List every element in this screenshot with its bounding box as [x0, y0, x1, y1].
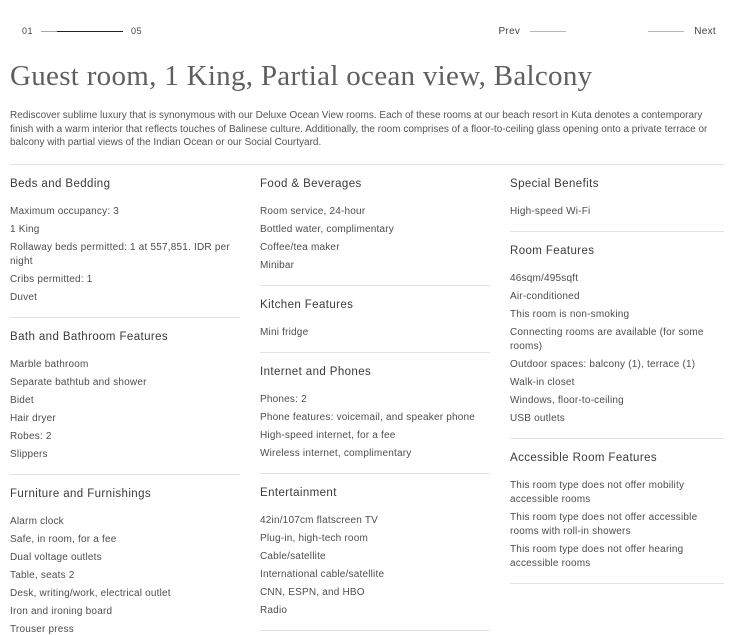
prev-label: Prev — [498, 25, 521, 37]
section-title: Kitchen Features — [260, 298, 354, 311]
feature-item: High-speed Wi-Fi — [510, 205, 591, 217]
section-title: Internet and Phones — [260, 365, 372, 378]
feature-item: Phones: 2 — [260, 393, 307, 405]
next-line-icon — [648, 31, 684, 32]
pagination-current: 01 — [22, 26, 34, 36]
feature-item: Table, seats 2 — [10, 569, 75, 581]
section-entertainment — [260, 474, 490, 631]
section-title: Bath and Bathroom Features — [10, 330, 169, 343]
section-title: Furniture and Furnishings — [10, 487, 152, 500]
feature-item: Radio — [260, 604, 288, 616]
feature-item: Bottled water, complimentary — [260, 223, 394, 235]
feature-item: 42in/107cm flatscreen TV — [260, 514, 379, 526]
carousel-topbar — [10, 24, 724, 38]
next-label: Next — [694, 25, 716, 37]
feature-item: Slippers — [10, 448, 48, 460]
feature-item: Safe, in room, for a fee — [10, 533, 117, 545]
feature-item: Rollaway beds permitted: 1 at 557,851. IDR per night — [10, 241, 230, 267]
feature-item: Air-conditioned — [510, 290, 580, 302]
feature-item: High-speed internet, for a fee — [260, 429, 396, 441]
feature-item: International cable/satellite — [260, 568, 385, 580]
section-title: Special Benefits — [510, 177, 599, 190]
section-internet-and-phones — [260, 353, 490, 474]
feature-item: Phone features: voicemail, and speaker phone — [260, 411, 476, 423]
feature-item: Mini fridge — [260, 326, 309, 338]
pagination-progress-bar — [41, 30, 123, 32]
amenity-column-middle — [260, 165, 490, 635]
feature-item: Coffee/tea maker — [260, 241, 340, 253]
progress-accent-segment — [41, 31, 57, 32]
section-title: Entertainment — [260, 486, 337, 499]
feature-item: Outdoor spaces: balcony (1), terrace (1) — [510, 358, 696, 370]
feature-item: CNN, ESPN, and HBO — [260, 586, 365, 598]
page-title: Guest room, 1 King, Partial ocean view, Balcony — [10, 60, 593, 92]
feature-item: 46sqm/495sqft — [510, 272, 579, 284]
feature-item: Cribs permitted: 1 — [10, 273, 93, 285]
feature-item: Marble bathroom — [10, 358, 89, 370]
progress-dark-segment — [57, 31, 123, 32]
section-special-benefits — [510, 165, 724, 232]
feature-item: Bidet — [10, 394, 34, 406]
section-title: Beds and Bedding — [10, 177, 111, 190]
feature-item: Plug-in, high-tech room — [260, 532, 368, 544]
feature-item: This room type does not offer hearing accessible rooms — [510, 543, 684, 569]
feature-item: Separate bathtub and shower — [10, 376, 147, 388]
feature-item: This room type does not offer mobility accessible rooms — [510, 479, 685, 505]
feature-item: Dual voltage outlets — [10, 551, 102, 563]
feature-item: Desk, writing/work, electrical outlet — [10, 587, 171, 599]
feature-item: Hair dryer — [10, 412, 56, 424]
section-accessible-room-features — [510, 439, 724, 584]
prev-line-icon — [530, 31, 566, 32]
section-kitchen-features — [260, 286, 490, 353]
amenity-column-right — [510, 165, 724, 635]
section-title: Food & Beverages — [260, 177, 362, 190]
feature-item: This room type does not offer accessible rooms with roll-in showers — [510, 511, 698, 537]
section-furniture-and-furnishings — [10, 475, 240, 635]
feature-item: Room service, 24-hour — [260, 205, 366, 217]
feature-item: This room is non-smoking — [510, 308, 630, 320]
prev-button[interactable] — [498, 26, 566, 37]
pagination-total: 05 — [131, 26, 143, 36]
feature-item: Windows, floor-to-ceiling — [510, 394, 624, 406]
amenity-column-left — [10, 165, 240, 635]
feature-item: Cable/satellite — [260, 550, 326, 562]
feature-item: Minibar — [260, 259, 295, 271]
feature-item: Trouser press — [10, 623, 74, 635]
feature-item: Duvet — [10, 291, 38, 303]
amenity-columns — [10, 164, 724, 635]
feature-item: Connecting rooms are available (for some rooms) — [510, 326, 704, 352]
section-beds-and-bedding — [10, 165, 240, 318]
feature-item: Alarm clock — [10, 515, 64, 527]
feature-item: Robes: 2 — [10, 430, 52, 442]
feature-item: Maximum occupancy: 3 — [10, 205, 120, 217]
room-description: Rediscover sublime luxury that is synonymous with our Deluxe Ocean View rooms. Each of these rooms at our beach resort in Kuta denotes a contemporary finish with a warm interior that reflects touches of Balinese culture. Additionally, the room comprises of a floor-to-ceiling glass opening onto a private terrace or balcony with partial views of the Indian Ocean or our Social Courtyard. — [10, 110, 708, 148]
feature-item: Iron and ironing board — [10, 605, 113, 617]
section-bath-and-bathroom-features — [10, 318, 240, 475]
feature-item: USB outlets — [510, 412, 566, 424]
section-title: Room Features — [510, 244, 595, 257]
feature-item: Wireless internet, complimentary — [260, 447, 412, 459]
section-room-features — [510, 232, 724, 439]
section-food-and-beverages — [260, 165, 490, 286]
feature-item: Walk-in closet — [510, 376, 575, 388]
carousel-nav — [498, 26, 716, 37]
section-title: Accessible Room Features — [510, 451, 658, 464]
feature-item: 1 King — [10, 223, 40, 235]
carousel-pagination — [22, 26, 142, 36]
next-button[interactable] — [648, 26, 716, 37]
